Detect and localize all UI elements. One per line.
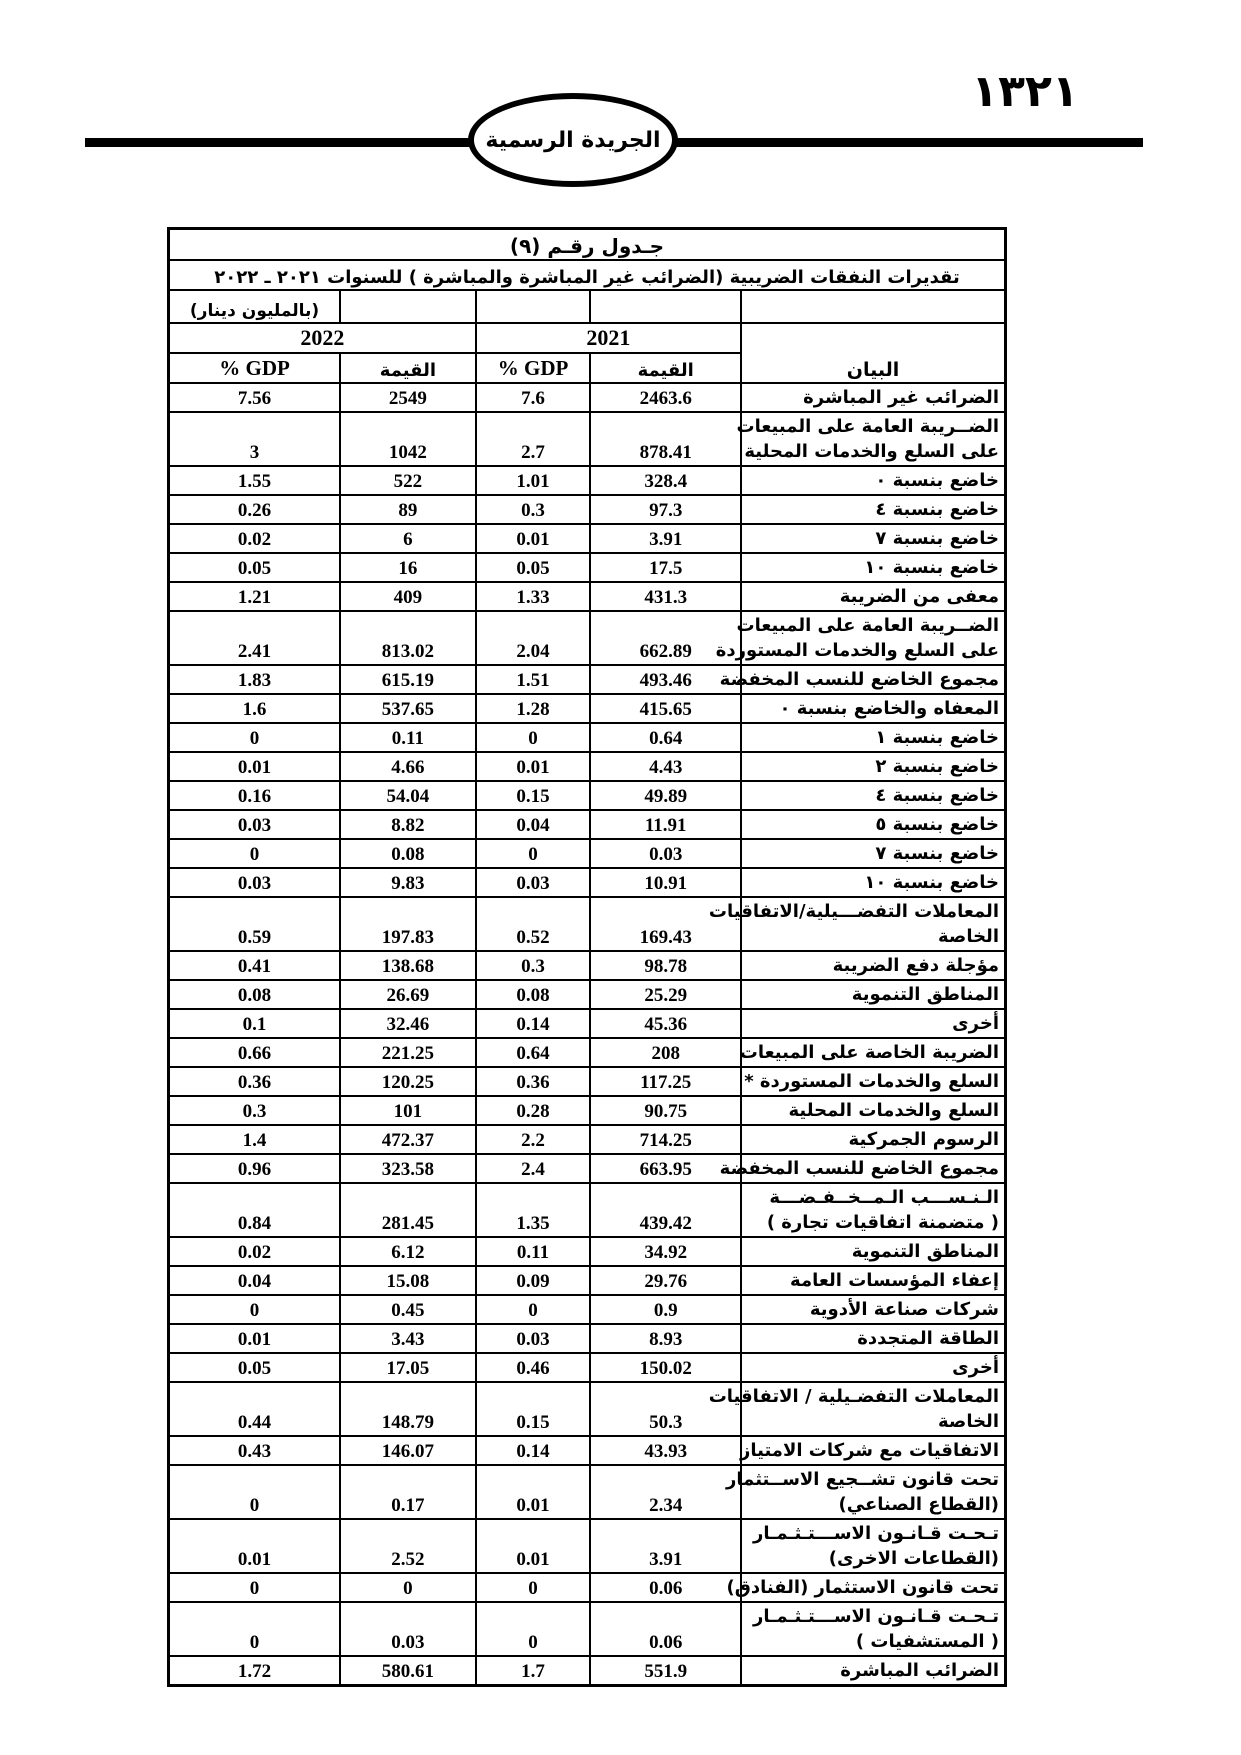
cell-gdp-2021: 0.3	[476, 495, 591, 524]
cell-value-2022: 615.19	[340, 665, 476, 694]
cell-value-2022: 148.79	[340, 1382, 476, 1436]
table-row	[169, 694, 1006, 723]
cell-value-2021: 43.93	[590, 1436, 741, 1465]
cell-value-2022: 9.83	[340, 868, 476, 897]
cell-gdp-2022: 0.02	[169, 1237, 341, 1266]
cell-gdp-2022: 0	[169, 1573, 341, 1602]
cell-gdp-2021: 0.03	[476, 1324, 591, 1353]
cell-gdp-2022: 0	[169, 723, 341, 752]
cell-value-2022: 580.61	[340, 1656, 476, 1686]
cell-gdp-2021: 0.28	[476, 1096, 591, 1125]
cell-gdp-2022: 0.03	[169, 868, 341, 897]
cell-gdp-2022: 1.21	[169, 582, 341, 611]
row-label: خاضع بنسبة ١٠	[741, 553, 1005, 582]
gazette-banner-text: الجريدة الرسمية	[485, 127, 661, 153]
cell-gdp-2022: 0.84	[169, 1183, 341, 1237]
table-row	[169, 1154, 1006, 1183]
cell-value-2021: 2.34	[590, 1465, 741, 1519]
table-row	[169, 1382, 1006, 1436]
table-row	[169, 980, 1006, 1009]
cell-gdp-2022: 0.44	[169, 1382, 341, 1436]
cell-gdp-2021: 0.3	[476, 951, 591, 980]
table-row	[169, 466, 1006, 495]
cell-gdp-2022: 0.01	[169, 1519, 341, 1573]
unit-empty-cell	[340, 290, 476, 323]
cell-value-2021: 493.46	[590, 665, 741, 694]
table-row	[169, 810, 1006, 839]
cell-value-2022: 101	[340, 1096, 476, 1125]
cell-gdp-2022: 7.56	[169, 383, 341, 412]
cell-gdp-2021: 0.46	[476, 1353, 591, 1382]
row-label: شركات صناعة الأدوية	[741, 1295, 1005, 1324]
cell-value-2021: 90.75	[590, 1096, 741, 1125]
cell-value-2021: 431.3	[590, 582, 741, 611]
row-label: الضرائب المباشرة	[741, 1656, 1005, 1686]
cell-gdp-2022: 0.05	[169, 1353, 341, 1382]
cell-gdp-2022: 0.66	[169, 1038, 341, 1067]
row-label: مجموع الخاضع للنسب المخفضة	[741, 1154, 1005, 1183]
cell-value-2021: 11.91	[590, 810, 741, 839]
table-row	[169, 752, 1006, 781]
cell-gdp-2022: 0.01	[169, 752, 341, 781]
table-row	[169, 1266, 1006, 1295]
row-label: الرسوم الجمركية	[741, 1125, 1005, 1154]
row-label: الضــريبة العامة على المبيعات على السلع والخدمات المحلية	[741, 412, 1005, 466]
unit-row	[169, 290, 1006, 323]
row-label: مجموع الخاضع للنسب المخفضة	[741, 665, 1005, 694]
cell-value-2022: 0.11	[340, 723, 476, 752]
cell-value-2022: 120.25	[340, 1067, 476, 1096]
gazette-banner	[468, 93, 678, 187]
cell-gdp-2021: 0.03	[476, 868, 591, 897]
column-header-gdp-2022: % GDP	[169, 353, 341, 383]
cell-value-2021: 328.4	[590, 466, 741, 495]
column-header-description: البيان	[741, 323, 1005, 383]
cell-value-2022: 197.83	[340, 897, 476, 951]
cell-gdp-2021: 0.15	[476, 781, 591, 810]
cell-value-2022: 3.43	[340, 1324, 476, 1353]
cell-value-2021: 0.06	[590, 1602, 741, 1656]
cell-value-2022: 146.07	[340, 1436, 476, 1465]
row-label: الاتفاقيات مع شركات الامتياز	[741, 1436, 1005, 1465]
table-row	[169, 1656, 1006, 1686]
column-header-value-2021: القيمة	[590, 353, 741, 383]
cell-gdp-2022: 0.01	[169, 1324, 341, 1353]
table-row	[169, 781, 1006, 810]
cell-gdp-2022: 0.26	[169, 495, 341, 524]
cell-gdp-2021: 7.6	[476, 383, 591, 412]
cell-value-2021: 17.5	[590, 553, 741, 582]
row-label: إعفاء المؤسسات العامة	[741, 1266, 1005, 1295]
cell-gdp-2021: 0.01	[476, 1465, 591, 1519]
cell-gdp-2021: 1.28	[476, 694, 591, 723]
cell-value-2022: 323.58	[340, 1154, 476, 1183]
cell-value-2022: 2.52	[340, 1519, 476, 1573]
cell-value-2022: 813.02	[340, 611, 476, 665]
cell-value-2021: 50.3	[590, 1382, 741, 1436]
unit-empty-cell	[741, 290, 1005, 323]
cell-value-2021: 0.06	[590, 1573, 741, 1602]
cell-value-2022: 537.65	[340, 694, 476, 723]
cell-gdp-2021: 0	[476, 1295, 591, 1324]
year-header-row	[169, 323, 1006, 353]
row-label: مؤجلة دفع الضريبة	[741, 951, 1005, 980]
cell-value-2021: 208	[590, 1038, 741, 1067]
cell-gdp-2022: 0.3	[169, 1096, 341, 1125]
table-row	[169, 951, 1006, 980]
table-row	[169, 1324, 1006, 1353]
cell-gdp-2021: 0.04	[476, 810, 591, 839]
cell-value-2022: 0.17	[340, 1465, 476, 1519]
row-label: خاضع بنسبة ٤	[741, 781, 1005, 810]
cell-gdp-2022: 0.16	[169, 781, 341, 810]
cell-value-2021: 4.43	[590, 752, 741, 781]
row-label: خاضع بنسبة ٧	[741, 524, 1005, 553]
row-label: الضــريبة العامة على المبيعات على السلع والخدمات المستوردة	[741, 611, 1005, 665]
column-header-value-2022: القيمة	[340, 353, 476, 383]
cell-gdp-2021: 0.01	[476, 1519, 591, 1573]
year-header-2021: 2021	[476, 323, 741, 353]
cell-gdp-2022: 0	[169, 839, 341, 868]
cell-value-2022: 522	[340, 466, 476, 495]
table-row	[169, 524, 1006, 553]
row-label: الضريبة الخاصة على المبيعات	[741, 1038, 1005, 1067]
cell-value-2022: 472.37	[340, 1125, 476, 1154]
cell-value-2022: 0.03	[340, 1602, 476, 1656]
cell-gdp-2022: 0.36	[169, 1067, 341, 1096]
table-row	[169, 495, 1006, 524]
cell-gdp-2022: 0.59	[169, 897, 341, 951]
row-label: السلع والخدمات المحلية	[741, 1096, 1005, 1125]
cell-value-2021: 439.42	[590, 1183, 741, 1237]
table-row	[169, 1436, 1006, 1465]
row-label: تحت قانون الاستثمار (الفنادق)	[741, 1573, 1005, 1602]
cell-value-2021: 3.91	[590, 1519, 741, 1573]
cell-gdp-2021: 2.04	[476, 611, 591, 665]
cell-value-2022: 281.45	[340, 1183, 476, 1237]
table-title-row	[169, 229, 1006, 260]
table-row	[169, 1067, 1006, 1096]
cell-value-2021: 415.65	[590, 694, 741, 723]
table-row	[169, 1465, 1006, 1519]
table-row	[169, 723, 1006, 752]
cell-value-2022: 6.12	[340, 1237, 476, 1266]
row-label: أخرى	[741, 1009, 1005, 1038]
cell-gdp-2022: 0.41	[169, 951, 341, 980]
cell-value-2022: 16	[340, 553, 476, 582]
table-row	[169, 1038, 1006, 1067]
row-label: المناطق التنموية	[741, 1237, 1005, 1266]
cell-gdp-2021: 0.05	[476, 553, 591, 582]
cell-value-2021: 49.89	[590, 781, 741, 810]
table-body	[169, 229, 1006, 1686]
table-row	[169, 1295, 1006, 1324]
table-row	[169, 412, 1006, 466]
cell-value-2022: 0.45	[340, 1295, 476, 1324]
row-label: خاضع بنسبة ٢	[741, 752, 1005, 781]
table-row	[169, 553, 1006, 582]
cell-gdp-2022: 3	[169, 412, 341, 466]
table-row	[169, 1009, 1006, 1038]
cell-value-2022: 0.08	[340, 839, 476, 868]
cell-value-2022: 1042	[340, 412, 476, 466]
cell-gdp-2021: 0.15	[476, 1382, 591, 1436]
cell-gdp-2022: 1.72	[169, 1656, 341, 1686]
table-row	[169, 1353, 1006, 1382]
table-row	[169, 897, 1006, 951]
cell-value-2022: 6	[340, 524, 476, 553]
cell-gdp-2021: 1.35	[476, 1183, 591, 1237]
cell-value-2021: 29.76	[590, 1266, 741, 1295]
cell-value-2022: 54.04	[340, 781, 476, 810]
cell-value-2022: 2549	[340, 383, 476, 412]
cell-value-2021: 878.41	[590, 412, 741, 466]
cell-gdp-2022: 1.6	[169, 694, 341, 723]
row-label: تـحـت قـانـون الاســـتـثـمـار (القطاعات الاخرى)	[741, 1519, 1005, 1573]
tax-expenditure-table	[167, 227, 1007, 1687]
table-row	[169, 582, 1006, 611]
table-row	[169, 1602, 1006, 1656]
table-row	[169, 665, 1006, 694]
year-header-2022: 2022	[169, 323, 476, 353]
cell-gdp-2022: 0	[169, 1465, 341, 1519]
table-row	[169, 868, 1006, 897]
cell-value-2022: 221.25	[340, 1038, 476, 1067]
row-label: أخرى	[741, 1353, 1005, 1382]
row-label: خاضع بنسبة ١٠	[741, 868, 1005, 897]
cell-gdp-2021: 0	[476, 1573, 591, 1602]
cell-value-2021: 714.25	[590, 1125, 741, 1154]
cell-gdp-2022: 0	[169, 1602, 341, 1656]
table-row	[169, 1096, 1006, 1125]
table-row	[169, 1237, 1006, 1266]
cell-value-2022: 138.68	[340, 951, 476, 980]
cell-value-2021: 663.95	[590, 1154, 741, 1183]
cell-gdp-2021: 0.11	[476, 1237, 591, 1266]
cell-gdp-2022: 2.41	[169, 611, 341, 665]
cell-gdp-2022: 0.96	[169, 1154, 341, 1183]
table-row	[169, 839, 1006, 868]
row-label: الضرائب غير المباشرة	[741, 383, 1005, 412]
cell-value-2022: 0	[340, 1573, 476, 1602]
cell-value-2021: 150.02	[590, 1353, 741, 1382]
cell-gdp-2022: 0.08	[169, 980, 341, 1009]
cell-gdp-2022: 0	[169, 1295, 341, 1324]
cell-value-2022: 26.69	[340, 980, 476, 1009]
cell-gdp-2022: 0.04	[169, 1266, 341, 1295]
cell-gdp-2021: 0	[476, 1602, 591, 1656]
cell-gdp-2021: 2.7	[476, 412, 591, 466]
cell-value-2021: 117.25	[590, 1067, 741, 1096]
cell-gdp-2022: 0.05	[169, 553, 341, 582]
cell-gdp-2021: 0.14	[476, 1436, 591, 1465]
cell-value-2021: 98.78	[590, 951, 741, 980]
unit-note: (بالمليون دينار)	[169, 290, 341, 323]
cell-gdp-2021: 1.7	[476, 1656, 591, 1686]
cell-gdp-2022: 1.83	[169, 665, 341, 694]
cell-gdp-2021: 0.09	[476, 1266, 591, 1295]
row-label: معفى من الضريبة	[741, 582, 1005, 611]
cell-gdp-2021: 0.36	[476, 1067, 591, 1096]
row-label: المناطق التنموية	[741, 980, 1005, 1009]
cell-value-2021: 0.64	[590, 723, 741, 752]
cell-gdp-2021: 0	[476, 839, 591, 868]
cell-value-2021: 0.03	[590, 839, 741, 868]
cell-value-2021: 97.3	[590, 495, 741, 524]
cell-value-2022: 8.82	[340, 810, 476, 839]
cell-gdp-2022: 1.55	[169, 466, 341, 495]
row-label: الطاقة المتجددة	[741, 1324, 1005, 1353]
cell-gdp-2021: 1.01	[476, 466, 591, 495]
cell-gdp-2022: 1.4	[169, 1125, 341, 1154]
row-label: تحت قانون تشــجيع الاســتثمار (القطاع الصناعي)	[741, 1465, 1005, 1519]
cell-value-2021: 169.43	[590, 897, 741, 951]
cell-value-2021: 0.9	[590, 1295, 741, 1324]
row-label: المعفاه والخاضع بنسبة ٠	[741, 694, 1005, 723]
cell-gdp-2022: 0.43	[169, 1436, 341, 1465]
row-label: خاضع بنسبة ٤	[741, 495, 1005, 524]
row-label: خاضع بنسبة ٧	[741, 839, 1005, 868]
row-label: الـنـســـب الـمــخــفـضـــة ( متضمنة اتفاقيات تجارة )	[741, 1183, 1005, 1237]
cell-value-2021: 3.91	[590, 524, 741, 553]
cell-value-2021: 34.92	[590, 1237, 741, 1266]
row-label: خاضع بنسبة ٥	[741, 810, 1005, 839]
cell-gdp-2021: 0.08	[476, 980, 591, 1009]
table-row	[169, 611, 1006, 665]
cell-value-2022: 32.46	[340, 1009, 476, 1038]
row-label: المعاملات التفضـــيلية/الاتفاقيات الخاصة	[741, 897, 1005, 951]
table-row	[169, 1183, 1006, 1237]
cell-gdp-2022: 0.03	[169, 810, 341, 839]
cell-value-2021: 662.89	[590, 611, 741, 665]
row-label: المعاملات التفضـيلية / الاتفاقيات الخاصة	[741, 1382, 1005, 1436]
cell-gdp-2021: 0.52	[476, 897, 591, 951]
cell-gdp-2021: 0.01	[476, 752, 591, 781]
table-row	[169, 1573, 1006, 1602]
column-header-gdp-2021: % GDP	[476, 353, 591, 383]
cell-gdp-2021: 0	[476, 723, 591, 752]
cell-gdp-2021: 2.4	[476, 1154, 591, 1183]
cell-gdp-2021: 0.14	[476, 1009, 591, 1038]
cell-value-2021: 8.93	[590, 1324, 741, 1353]
cell-value-2021: 2463.6	[590, 383, 741, 412]
cell-value-2022: 4.66	[340, 752, 476, 781]
cell-gdp-2021: 0.64	[476, 1038, 591, 1067]
table-subtitle: تقديرات النفقات الضريبية (الضرائب غير المباشرة والمباشرة ) للسنوات ٢٠٢١ ـ ٢٠٢٢	[169, 260, 1006, 290]
table-row	[169, 1519, 1006, 1573]
unit-empty-cell	[476, 290, 591, 323]
table-row	[169, 383, 1006, 412]
cell-gdp-2021: 1.51	[476, 665, 591, 694]
cell-value-2021: 10.91	[590, 868, 741, 897]
cell-value-2022: 17.05	[340, 1353, 476, 1382]
cell-gdp-2022: 0.02	[169, 524, 341, 553]
cell-value-2022: 89	[340, 495, 476, 524]
cell-value-2021: 25.29	[590, 980, 741, 1009]
row-label: تـحـت قـانـون الاســـتـثـمـار ( المستشفيات )	[741, 1602, 1005, 1656]
cell-gdp-2021: 2.2	[476, 1125, 591, 1154]
cell-value-2022: 15.08	[340, 1266, 476, 1295]
table-subtitle-row	[169, 260, 1006, 290]
row-label: خاضع بنسبة ٠	[741, 466, 1005, 495]
cell-gdp-2022: 0.1	[169, 1009, 341, 1038]
table-title: جـدول رقـم (٩)	[169, 229, 1006, 260]
unit-empty-cell	[590, 290, 741, 323]
cell-value-2021: 45.36	[590, 1009, 741, 1038]
row-label: السلع والخدمات المستوردة *	[741, 1067, 1005, 1096]
cell-gdp-2021: 1.33	[476, 582, 591, 611]
cell-value-2021: 551.9	[590, 1656, 741, 1686]
cell-value-2022: 409	[340, 582, 476, 611]
page-number: ١٣٢١	[971, 66, 1079, 117]
row-label: خاضع بنسبة ١	[741, 723, 1005, 752]
table-row	[169, 1125, 1006, 1154]
cell-gdp-2021: 0.01	[476, 524, 591, 553]
